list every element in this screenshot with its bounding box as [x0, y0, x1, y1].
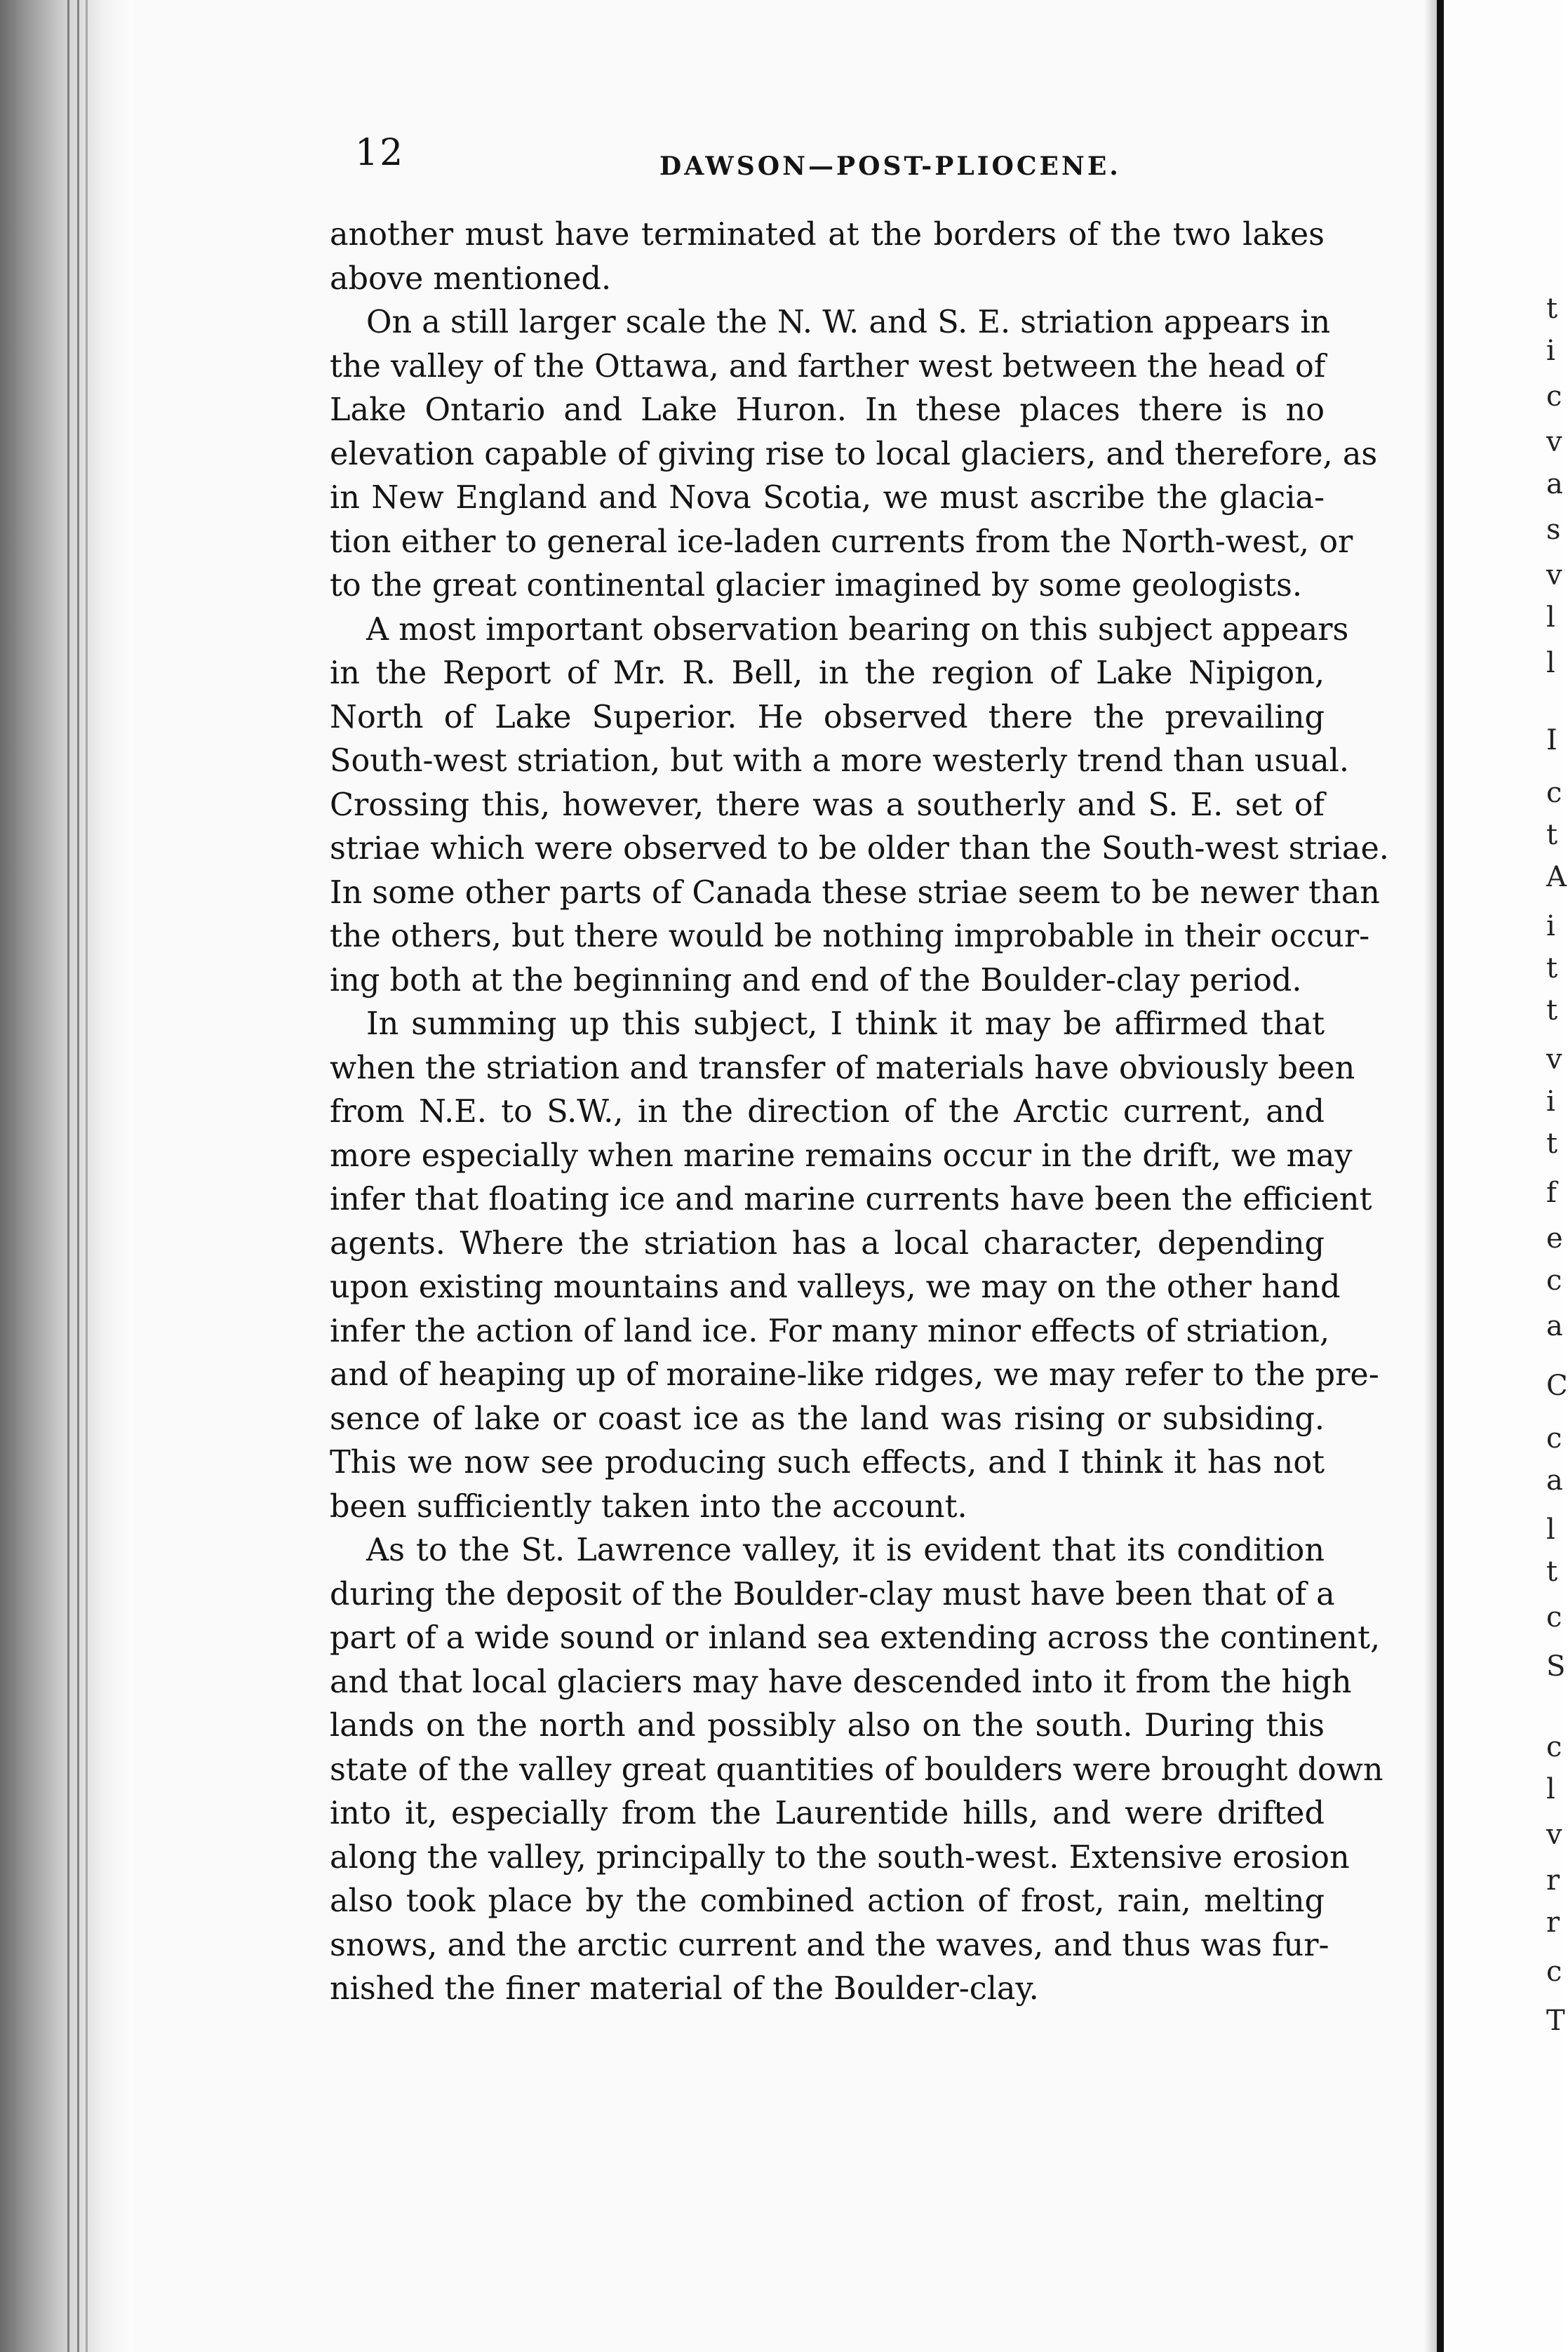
text-line: nished the finer material of the Boulder-clay.: [330, 1971, 1039, 2007]
gutter-shadow: [1424, 0, 1437, 2352]
paragraph: [330, 301, 1378, 608]
text-line: In summing up this subject, I think it may be affirmed that: [366, 1006, 1325, 1042]
text-line: and that local glaciers may have descended into it from the high: [330, 1664, 1352, 1700]
facing-page-letter: v: [1546, 426, 1562, 458]
facing-page: [1444, 0, 1560, 2352]
binding-streak: [77, 0, 79, 2352]
facing-page-letter: t: [1546, 819, 1558, 851]
facing-page-letter: l: [1546, 1773, 1555, 1805]
facing-page-letter: t: [1546, 1556, 1558, 1588]
facing-page-letter: i: [1546, 910, 1555, 942]
text-line: infer that floating ice and marine currents have been the efficient: [330, 1182, 1372, 1217]
paragraph: [330, 608, 1389, 1003]
text-line: during the deposit of the Boulder-clay must have been that of a: [330, 1576, 1335, 1612]
facing-page-letter: c: [1546, 1601, 1562, 1633]
facing-page-letter: S: [1546, 1650, 1566, 1683]
paragraph: [330, 213, 1325, 301]
page-gutter: [1437, 0, 1444, 2352]
facing-page-letter: l: [1546, 1514, 1555, 1546]
page-number: 12: [355, 132, 405, 174]
text-line: Lake Ontario and Lake Huron. In these places there is no: [330, 392, 1325, 428]
facing-page-letter: c: [1546, 380, 1562, 413]
facing-page-letter: a: [1546, 468, 1563, 500]
facing-page-letter: t: [1546, 293, 1558, 325]
text-line: the valley of the Ottawa, and farther west between the head of: [330, 348, 1326, 385]
scan-left-edge: [0, 0, 140, 2352]
text-line: when the striation and transfer of materials have obviously been: [330, 1050, 1355, 1086]
facing-page-letter: l: [1546, 647, 1555, 679]
text-line: snows, and the arctic current and the waves, and thus was fur-: [330, 1927, 1329, 1963]
text-line: agents. Where the striation has a local character, depending: [330, 1225, 1325, 1262]
facing-page-letter: c: [1546, 1422, 1562, 1455]
facing-page-letter: C: [1546, 1370, 1568, 1402]
text-line: As to the St. Lawrence valley, it is evident that its condition: [366, 1532, 1325, 1568]
text-line: been sufficiently taken into the account.: [330, 1488, 967, 1525]
text-line: elevation capable of giving rise to local glaciers, and therefore, as: [330, 436, 1378, 472]
facing-page-letter: a: [1546, 1310, 1563, 1342]
facing-page-letter: f: [1546, 1177, 1557, 1209]
text-line: state of the valley great quantities of boulders were brought down: [330, 1751, 1383, 1788]
facing-page-letter: s: [1546, 514, 1561, 546]
text-line: On a still larger scale the N. W. and S. E. striation appears in: [366, 305, 1331, 340]
text-line: South-west striation, but with a more westerly trend than usual.: [330, 743, 1350, 779]
text-line: the others, but there would be nothing improbable in their occur-: [330, 918, 1370, 954]
text-line: more especially when marine remains occur in the drift, we may: [330, 1137, 1353, 1174]
facing-page-fragments: [1546, 0, 1568, 2352]
facing-page-letter: v: [1546, 1819, 1562, 1851]
text-line: lands on the north and possibly also on the south. During this: [330, 1708, 1325, 1744]
facing-page-letter: r: [1546, 1864, 1560, 1897]
facing-page-letter: c: [1546, 1956, 1562, 1988]
text-line: Crossing this, however, there was a southerly and S. E. set of: [330, 787, 1325, 823]
text-line: to the great continental glacier imagined by some geologists.: [330, 568, 1303, 603]
facing-page-letter: i: [1546, 1085, 1555, 1118]
text-line: and of heaping up of moraine-like ridges, we may refer to the pre-: [330, 1357, 1379, 1393]
facing-page-letter: A: [1546, 861, 1567, 893]
text-line: tion either to general ice-laden currents from the North-west, or: [330, 523, 1353, 560]
text-line: sence of lake or coast ice as the land was rising or subsiding.: [330, 1401, 1325, 1437]
facing-page-letter: i: [1546, 335, 1555, 367]
facing-page-letter: e: [1546, 1222, 1563, 1255]
text-line: infer the action of land ice. For many minor effects of striation,: [330, 1313, 1330, 1349]
facing-page-letter: t: [1546, 994, 1558, 1027]
text-line: North of Lake Superior. He observed there the prevailing: [330, 699, 1325, 735]
facing-page-letter: v: [1546, 559, 1562, 592]
running-head: DAWSON—POST-PLIOCENE.: [659, 152, 1121, 181]
text-line: ing both at the beginning and end of the Boulder-clay period.: [330, 962, 1302, 998]
text-line: This we now see producing such effects, and I think it has not: [330, 1445, 1325, 1481]
facing-page-letter: c: [1546, 1264, 1562, 1297]
body-text: [330, 213, 1389, 2012]
facing-page-letter: c: [1546, 777, 1562, 809]
text-line: in New England and Nova Scotia, we must ascribe the glacia-: [330, 480, 1325, 516]
facing-page-letter: t: [1546, 1128, 1558, 1160]
binding-streak: [67, 0, 69, 2352]
paragraph: [330, 1529, 1383, 2012]
facing-page-letter: I: [1546, 724, 1557, 756]
facing-page-letter: a: [1546, 1464, 1563, 1497]
facing-page-letter: v: [1546, 1043, 1562, 1076]
text-line: part of a wide sound or inland sea extending across the continent,: [330, 1620, 1381, 1656]
facing-page-letter: t: [1546, 952, 1558, 984]
paragraph: [330, 1003, 1379, 1529]
text-line: above mentioned.: [330, 260, 612, 297]
text-line: A most important observation bearing on this subject appears: [366, 611, 1349, 648]
facing-page-letter: r: [1546, 1906, 1560, 1939]
text-line: from N.E. to S.W., in the direction of the Arctic current, and: [330, 1094, 1325, 1130]
text-line: also took place by the combined action of frost, rain, melting: [330, 1883, 1325, 1919]
text-line: along the valley, principally to the south-west. Extensive erosion: [330, 1839, 1350, 1876]
text-line: upon existing mountains and valleys, we may on the other hand: [330, 1269, 1341, 1305]
text-line: In some other parts of Canada these striae seem to be newer than: [330, 874, 1380, 911]
facing-page-letter: c: [1546, 1731, 1562, 1763]
text-line: another must have terminated at the borders of the two lakes: [330, 217, 1325, 253]
facing-page-letter: l: [1546, 601, 1555, 634]
binding-streak: [86, 0, 88, 2352]
text-line: into it, especially from the Laurentide hills, and were drifted: [330, 1796, 1325, 1831]
facing-page-letter: T: [1546, 2005, 1565, 2037]
text-line: in the Report of Mr. R. Bell, in the region of Lake Nipigon,: [330, 655, 1325, 691]
text-line: striae which were observed to be older than the South-west striae.: [330, 831, 1389, 867]
